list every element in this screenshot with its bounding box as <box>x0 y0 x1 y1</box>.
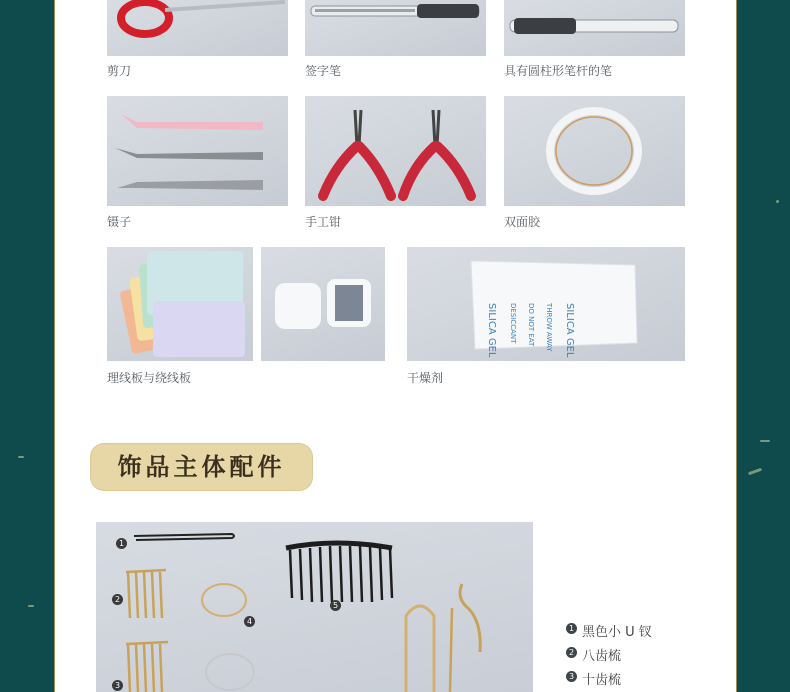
section-heading-pill <box>90 443 313 491</box>
decor-speck <box>28 605 34 607</box>
scissors-icon <box>107 0 288 56</box>
desiccant-print-label: DESICCANT <box>509 303 517 344</box>
photo-number-badge: 5 <box>330 600 341 611</box>
content-panel <box>55 0 736 692</box>
decor-speck <box>760 440 770 442</box>
photo-number-badge: 4 <box>244 616 255 627</box>
tool-photo-winding-board <box>261 247 385 361</box>
desiccant-print-warning: DO NOT EAT <box>527 303 535 347</box>
desiccant-icon <box>407 247 685 361</box>
gold-border-right <box>736 0 737 692</box>
desiccant-print-brand-2: SILICA GEL <box>564 303 575 358</box>
legend-number-badge: 2 <box>566 647 577 658</box>
section-title: 饰品主体配件 <box>117 452 286 481</box>
tool-photo-tape <box>504 96 685 206</box>
accessories-photo <box>96 522 533 692</box>
caption-tweezers: 镊子 <box>107 215 132 229</box>
caption-cylinder-pen: 具有圆柱形笔杆的笔 <box>504 64 613 78</box>
legend-label: 黑色小 U 钗 <box>582 625 652 640</box>
decor-leaf <box>748 468 762 476</box>
photo-number-badge: 1 <box>116 538 127 549</box>
photo-number-badge: 3 <box>112 680 123 691</box>
desiccant-print-brand: SILICA GEL <box>486 303 497 358</box>
decor-speck <box>18 456 24 458</box>
caption-scissors: 剪刀 <box>107 64 132 78</box>
caption-desiccant: 干燥剂 <box>407 371 444 385</box>
tool-photo-gel-pen <box>305 0 486 56</box>
winding-board-icon <box>261 247 385 361</box>
tool-photo-scissors <box>107 0 288 56</box>
thread-boards-icon <box>107 247 253 361</box>
decor-speck <box>776 200 779 203</box>
caption-thread-board: 理线板与绕线板 <box>107 371 192 385</box>
caption-pliers: 手工钳 <box>305 215 342 229</box>
legend-number-badge: 3 <box>566 671 577 682</box>
hair-accessories-icon <box>96 522 533 692</box>
caption-gel-pen: 签字笔 <box>305 64 342 78</box>
legend-number-badge: 1 <box>566 623 577 634</box>
tool-photo-thread-board <box>107 247 253 361</box>
pliers-icon <box>305 96 486 206</box>
double-sided-tape-icon <box>504 96 685 206</box>
gel-pen-icon <box>305 0 486 56</box>
tool-photo-cylinder-pen <box>504 0 685 56</box>
tool-photo-tweezers <box>107 96 288 206</box>
caption-tape: 双面胶 <box>504 215 541 229</box>
legend-label: 十齿梳 <box>582 673 622 688</box>
legend-label: 八齿梳 <box>582 649 622 664</box>
desiccant-print-warning2: THROW AWAY <box>545 303 553 352</box>
tool-photo-pliers <box>305 96 486 206</box>
cylinder-pen-icon <box>504 0 685 56</box>
tweezers-icon <box>107 96 288 206</box>
photo-number-badge: 2 <box>112 594 123 605</box>
tool-photo-desiccant <box>407 247 685 361</box>
